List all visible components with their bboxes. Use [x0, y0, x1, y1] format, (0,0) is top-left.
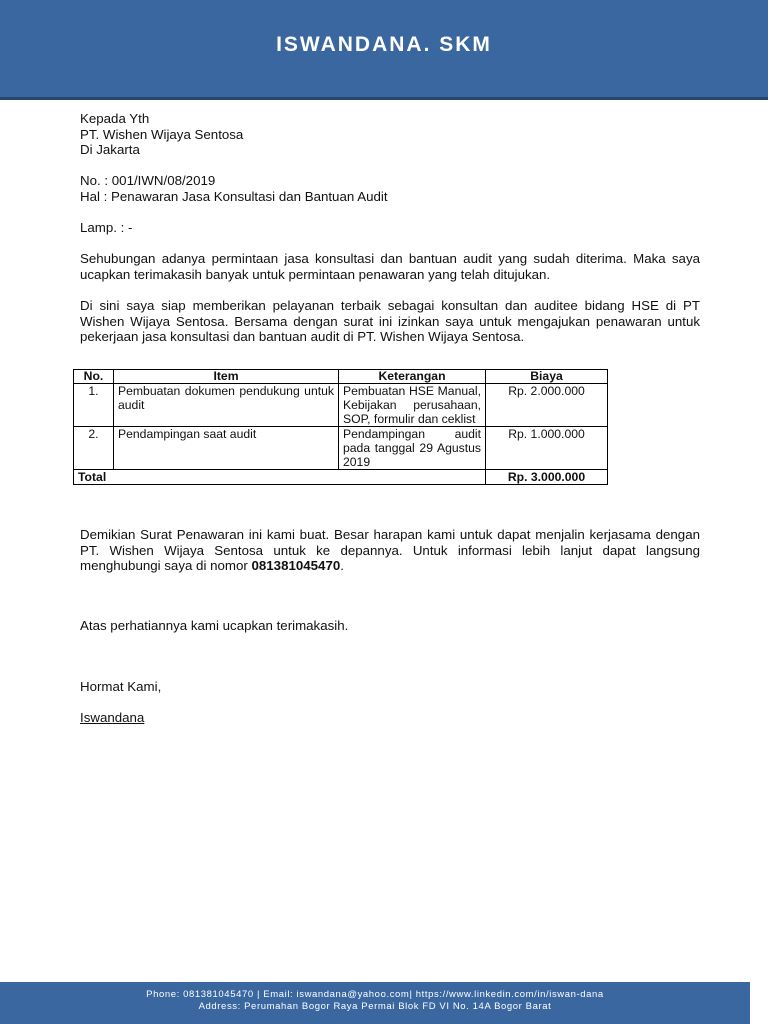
row-item: Pendampingan saat audit	[114, 427, 339, 470]
table-row	[74, 427, 608, 470]
offer-table	[73, 369, 608, 485]
closing-period: .	[340, 558, 344, 574]
footer-bar	[0, 982, 750, 1024]
letter-attachment: Lamp. : -	[80, 220, 133, 236]
total-label: Total	[74, 470, 486, 485]
footer-contact: Phone: 081381045470 | Email: iswandana@yahoo.com| https://www.linkedin.com/in/iswan-dana	[146, 989, 604, 1000]
signature-block	[80, 710, 700, 726]
closing-text: Demikian Surat Penawaran ini kami buat. Besar harapan kami untuk dapat menjalin kerjasama dengan PT. Wishen Wijaya Sentosa untuk ke depannya. Untuk informasi lebih lanjut dapat langsung menghubungi saya di nomor	[80, 527, 700, 574]
signatory-name: Iswandana	[80, 710, 145, 725]
col-header-item: Item	[114, 370, 339, 384]
recipient-block	[80, 111, 700, 345]
col-header-description: Keterangan	[339, 370, 486, 384]
recipient-city: Di Jakarta	[80, 142, 140, 158]
letterhead-title: ISWANDANA. SKM	[276, 33, 492, 56]
paragraph-closing	[80, 527, 700, 574]
letterhead-banner	[0, 0, 768, 100]
recipient-line: Kepada Yth	[80, 111, 150, 126]
row-number: 2.	[74, 427, 114, 470]
row-description: Pembuatan HSE Manual, Kebijakan perusahaan, SOP, formulir dan ceklist	[339, 384, 486, 427]
row-description: Pendampingan audit pada tanggal 29 Agustus 2019	[339, 427, 486, 470]
recipient-company: PT. Wishen Wijaya Sentosa	[80, 126, 244, 142]
closing-block	[80, 527, 700, 574]
col-header-no: No.	[74, 370, 114, 384]
paragraph-intro: Sehubungan adanya permintaan jasa konsultasi dan bantuan audit yang sudah diterima. Maka saya ucapkan terimakasih banyak untuk permintaan penawaran yang telah ditujukan.	[80, 251, 700, 282]
table-total-row	[74, 470, 608, 485]
thanks-line: Atas perhatiannya kami ucapkan terimakasih.	[80, 618, 349, 633]
letter-number: No. : 001/IWN/08/2019	[80, 173, 216, 189]
letter-subject: Hal : Penawaran Jasa Konsultasi dan Bantuan Audit	[80, 188, 388, 204]
paragraph-offer: Di sini saya siap memberikan pelayanan terbaik sebagai konsultan dan auditee bidang HSE di PT Wishen Wijaya Sentosa. Bersama dengan surat ini izinkan saya untuk mengajukan penawaran untuk pekerjaan jasa konsultasi dan bantuan audit di PT. Wishen Wijaya Sentosa.	[80, 298, 700, 345]
footer-address: Address: Perumahan Bogor Raya Permai Blok FD VI No. 14A Bogor Barat	[198, 1001, 552, 1012]
row-item: Pembuatan dokumen pendukung untuk audit	[114, 384, 339, 427]
row-cost: Rp. 1.000.000	[486, 427, 608, 470]
table-row	[74, 384, 608, 427]
total-value: Rp. 3.000.000	[486, 470, 608, 485]
table-header-row	[74, 370, 608, 384]
contact-phone: 081381045470	[251, 558, 341, 574]
col-header-cost: Biaya	[486, 370, 608, 384]
row-number: 1.	[74, 384, 114, 427]
row-cost: Rp. 2.000.000	[486, 384, 608, 427]
regards-line: Hormat Kami,	[80, 679, 162, 694]
